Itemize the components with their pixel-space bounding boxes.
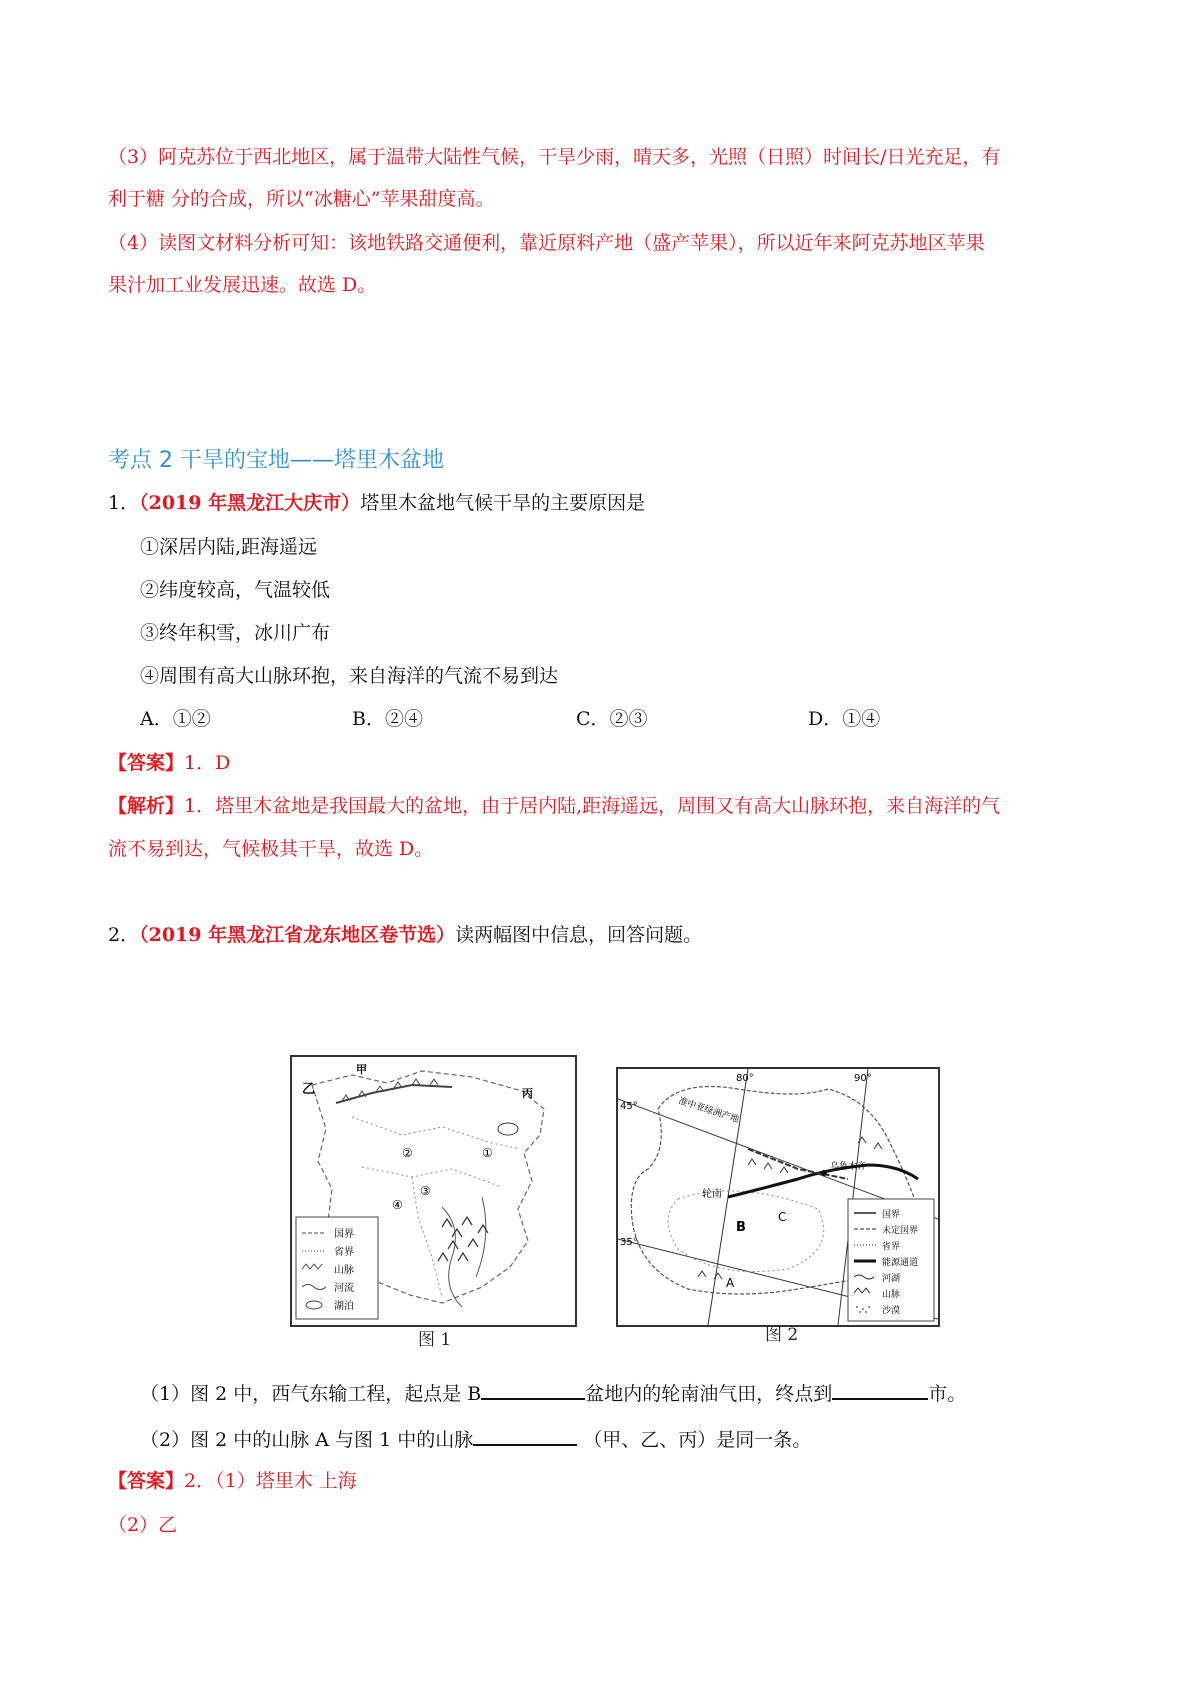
fig2-legend-7: 沙漠 [882,1306,901,1316]
q2-sub2-pre: （2）图 2 中的山脉 A 与图 1 中的山脉 [140,1429,474,1451]
fig1-river [476,1197,486,1277]
q2-sub1-mid: 盆地内的轮南油气田，终点到 [585,1383,833,1405]
fig1-label-3: ③ [420,1184,431,1198]
q2-number: 2． [108,924,140,946]
fig2-label-a: A [726,1276,735,1290]
q1-option-b: B．②④ [352,708,423,730]
fig1-label-bing: 丙 [522,1087,533,1100]
q2-sub2 [140,1424,811,1453]
q1-analysis-label: 【解析】 [108,795,185,817]
fig1-label-1: ① [482,1146,493,1160]
fig1-mountain-cluster [438,1217,488,1261]
q1-header [108,490,645,516]
fig2-legend-1: 国界 [882,1210,901,1220]
analysis-p3-line2: 利于糖 分的合成，所以“冰糖心”苹果甜度高。 [108,188,495,210]
fig2-label-lunnan: 轮南 [702,1189,722,1200]
fig2-urumqi-dot [821,1170,827,1176]
figure-2-caption: 图 2 [765,1325,799,1345]
fig2-label-35: 35° [620,1237,638,1248]
fig1-legend-3: 山脉 [334,1265,354,1276]
figure-1-caption: 图 1 [418,1330,452,1350]
figure-2-map [616,1067,940,1327]
q1-source: （2019 年黑龙江大庆市） [139,492,361,514]
q2-header [108,922,702,948]
fig1-legend-1: 国界 [334,1229,354,1240]
figure-2-svg [618,1069,938,1325]
q1-item-3: ③终年积雪，冰川广布 [140,622,331,644]
q2-sub2-blank[interactable] [473,1424,577,1446]
q2-stem: 读两幅图中信息，回答问题。 [455,924,703,946]
fig1-label-jia: 甲 [356,1063,367,1076]
analysis-p4-line2: 果汁加工业发展迅速。故选 D。 [108,274,377,296]
analysis-p4-line1: （4）读图文材料分析可知：该地铁路交通便利，靠近原料产地（盛产苹果），所以近年来阿克苏地区苹果 [108,232,985,254]
fig1-province-line [352,1117,520,1149]
fig2-legend-2: 未定国界 [882,1226,919,1236]
q1-item-1: ①深居内陆,距海遥远 [140,536,318,558]
fig1-label-2: ② [402,1146,413,1160]
q2-sub1 [140,1378,966,1407]
q1-number: 1． [108,492,140,514]
fig1-label-4: ④ [392,1198,403,1212]
fig1-province-line [362,1167,502,1187]
q1-answer-text: 1．D [184,752,231,774]
fig1-legend-4: 河流 [334,1283,354,1294]
fig2-label-90: 90° [854,1073,872,1084]
fig2-energy-corridor [728,1165,918,1197]
q1-option-a: A．①② [140,708,211,730]
q2-answer-line1: 2．（1）塔里木 上海 [184,1470,357,1492]
fig2-label-c: C [778,1210,787,1224]
section-title: 考点 2 干旱的宝地——塔里木盆地 [108,448,444,473]
q2-answer-label: 【答案】 [108,1470,185,1492]
fig2-legend-4: 能源通道 [882,1258,919,1268]
q2-source: （2019 年黑龙江省龙东地区卷节选） [139,924,456,946]
fig1-lake [498,1123,518,1135]
q2-answer [108,1468,357,1494]
fig1-legend-2: 省界 [334,1247,354,1258]
fig2-label-b: B [736,1220,746,1235]
q2-sub1-post: 市。 [928,1383,967,1405]
fig2-legend-6: 山脉 [882,1290,901,1300]
q2-answer-line2: （2）乙 [108,1514,178,1536]
q1-stem: 塔里木盆地气候干旱的主要原因是 [360,492,646,514]
fig2-legend-3: 省界 [882,1242,901,1252]
q2-sub1-blank-1[interactable] [481,1378,585,1400]
q1-answer-label: 【答案】 [108,752,185,774]
q1-analysis-text: 1．塔里木盆地是我国最大的盆地，由于居内陆,距海遥远，周围又有高大山脉环抱，来自海洋的气 [184,795,1001,817]
q1-option-d: D．①④ [808,708,881,730]
fig2-label-80: 80° [736,1073,754,1084]
q1-option-c: C．②③ [576,708,648,730]
figure-1-svg [292,1057,575,1325]
q1-answer [108,750,230,776]
fig2-label-oasis: 准中亚绿洲产地 [677,1096,741,1126]
q2-sub1-blank-2[interactable] [832,1378,928,1400]
analysis-p3-line1: （3）阿克苏位于西北地区，属于温带大陆性气候，干旱少雨，晴天多，光照（日照）时间长/日光充足，有 [108,146,1001,168]
fig2-legend-5: 河湖 [882,1274,901,1284]
fig2-label-45: 45° [620,1101,638,1112]
q2-sub2-post: （甲、乙、丙）是同一条。 [577,1429,812,1451]
q2-sub1-pre: （1）图 2 中，西气东输工程，起点是 B [140,1383,482,1405]
fig2-label-urumqi: 乌鲁木齐 [830,1162,867,1172]
figure-1-map [290,1055,577,1327]
fig1-label-yi: 乙 [302,1082,316,1097]
q1-analysis-line2: 流不易到达，气候极其干旱，故选 D。 [108,838,434,860]
q1-item-2: ②纬度较高，气温较低 [140,579,331,601]
q1-analysis-line1 [108,793,1000,819]
fig1-legend-5: 湖泊 [334,1301,354,1312]
q1-item-4: ④周围有高大山脉环抱，来自海洋的气流不易到达 [140,665,559,687]
